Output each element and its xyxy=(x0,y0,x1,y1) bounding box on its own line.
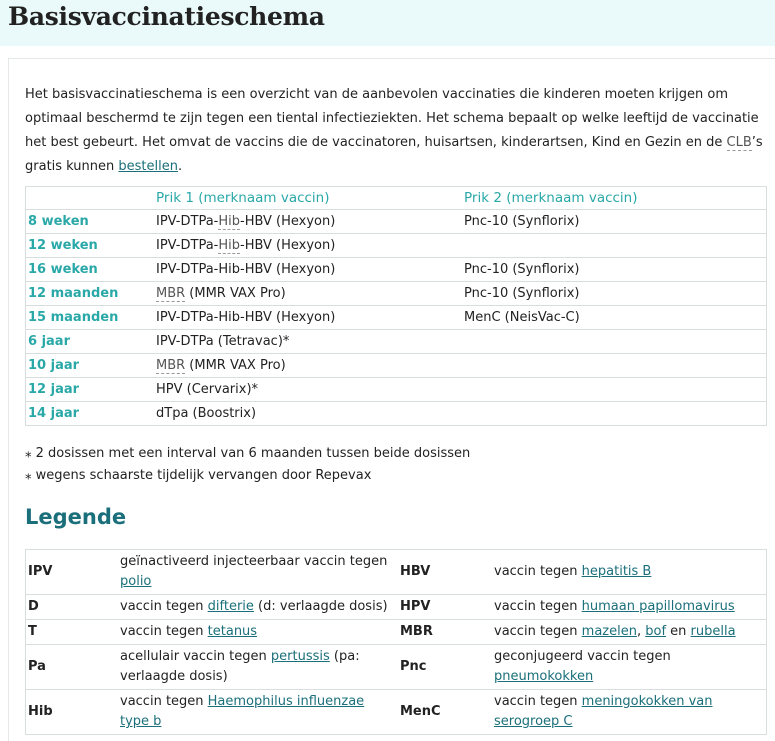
legend-desc-text: vaccin tegen xyxy=(494,694,582,709)
legend-desc-text: (d: verlaagde dosis) xyxy=(253,599,388,614)
legend-abbr: IPV xyxy=(26,550,119,595)
legend-desc-text: vaccin tegen xyxy=(494,599,582,614)
prik1-text-pre: IPV-DTPa (Tetravac)* xyxy=(156,334,290,349)
header-prik1: Prik 1 (merknaam vaccin) xyxy=(156,190,330,206)
legend-abbr: HPV xyxy=(398,595,492,620)
legend-abbr: Pa xyxy=(26,645,119,690)
schema-row xyxy=(26,306,767,330)
prik1-text-post: -HBV (Hexyon) xyxy=(240,238,336,253)
header-age xyxy=(26,187,155,210)
legend-description xyxy=(492,595,767,620)
prik2-cell: Pnc-10 (Synflorix) xyxy=(462,258,767,282)
prik2-cell xyxy=(462,402,767,426)
legend-desc-text: vaccin tegen xyxy=(494,564,582,579)
prik1-abbr: Hib xyxy=(218,238,240,253)
legend-description xyxy=(118,645,398,690)
schema-row xyxy=(26,402,767,426)
prik1-cell xyxy=(154,210,462,234)
prik1-cell xyxy=(154,306,462,330)
intro-text-3: . xyxy=(178,159,183,174)
legend-abbr: Pnc xyxy=(398,645,492,690)
age-cell: 12 jaar xyxy=(26,378,155,402)
schema-row xyxy=(26,282,767,306)
prik1-text-pre: IPV-DTPa- xyxy=(156,214,219,229)
title-bar xyxy=(0,0,775,46)
prik1-text-post: (MMR VAX Pro) xyxy=(185,358,286,373)
schema-row xyxy=(26,258,767,282)
prik2-cell xyxy=(462,234,767,258)
prik1-cell xyxy=(154,402,462,426)
age-cell: 6 jaar xyxy=(26,330,155,354)
schema-row xyxy=(26,234,767,258)
legend-description xyxy=(492,620,767,645)
legend-desc-text: acellulair vaccin tegen xyxy=(120,649,271,664)
legend-description xyxy=(118,690,398,735)
legend-description xyxy=(492,690,767,735)
prik1-abbr: MBR xyxy=(156,286,186,301)
footnotes xyxy=(25,443,470,487)
legend-row xyxy=(26,620,767,645)
schema-row xyxy=(26,354,767,378)
legend-description xyxy=(492,550,767,595)
intro-paragraph xyxy=(25,83,773,179)
legend-description xyxy=(118,620,398,645)
legend-separator: , xyxy=(636,624,646,639)
legend-disease-link[interactable]: bof xyxy=(645,624,667,639)
legend-disease-link[interactable]: pneumokokken xyxy=(494,669,594,684)
legend-abbr: Hib xyxy=(26,690,119,735)
footnote-2: ⁎ wegens schaarste tijdelijk vervangen door Repevax xyxy=(25,468,372,483)
legend-disease-link[interactable]: difterie xyxy=(207,599,254,614)
legend-row xyxy=(26,550,767,595)
prik1-cell xyxy=(154,258,462,282)
prik2-cell xyxy=(462,354,767,378)
legend-title: Legende xyxy=(25,505,127,529)
legend-row xyxy=(26,645,767,690)
legend-desc-text: vaccin tegen xyxy=(494,624,582,639)
age-cell: 14 jaar xyxy=(26,402,155,426)
prik1-cell xyxy=(154,330,462,354)
legend-disease-link[interactable]: rubella xyxy=(690,624,736,639)
legend-description xyxy=(492,645,767,690)
legend-description xyxy=(118,550,398,595)
intro-text-2: ’s gratis kunnen xyxy=(25,135,763,174)
schema-row xyxy=(26,378,767,402)
prik1-text-post: (MMR VAX Pro) xyxy=(185,286,286,301)
legend-disease-link[interactable]: meningokokken van serogroep C xyxy=(494,694,713,729)
prik2-cell: MenC (NeisVac-C) xyxy=(462,306,767,330)
schema-row xyxy=(26,330,767,354)
legend-desc-text: vaccin tegen xyxy=(120,624,208,639)
page-title: Basisvaccinatieschema xyxy=(8,2,325,31)
legend-disease-link[interactable]: mazelen xyxy=(581,624,637,639)
prik1-text-post: -HBV (Hexyon) xyxy=(240,214,336,229)
legend-desc-text: vaccin tegen xyxy=(120,599,208,614)
bestellen-link[interactable]: bestellen xyxy=(118,159,178,174)
legend-abbr: D xyxy=(26,595,119,620)
legend-disease-link[interactable]: tetanus xyxy=(207,624,258,639)
footnote-1: ⁎ 2 dosissen met een interval van 6 maanden tussen beide dosissen xyxy=(25,446,471,461)
legend-abbr: T xyxy=(26,620,119,645)
age-cell: 16 weken xyxy=(26,258,155,282)
prik1-text-pre: IPV-DTPa-Hib-HBV (Hexyon) xyxy=(156,262,336,277)
legend-disease-link[interactable]: Haemophilus influenzae type b xyxy=(120,694,365,729)
prik1-abbr: MBR xyxy=(156,358,186,373)
legend-disease-link[interactable]: humaan papillomavirus xyxy=(581,599,735,614)
age-cell: 15 maanden xyxy=(26,306,155,330)
legend-separator: en xyxy=(666,624,691,639)
age-cell: 10 jaar xyxy=(26,354,155,378)
header-prik2: Prik 2 (merknaam vaccin) xyxy=(464,190,638,206)
legend-desc-text: geconjugeerd vaccin tegen xyxy=(494,649,671,664)
legend-desc-text: (pa: verlaagde dosis) xyxy=(120,649,360,684)
legend-abbr: HBV xyxy=(398,550,492,595)
legend-desc-text: geïnactiveerd injecteerbaar vaccin tegen xyxy=(120,554,388,569)
prik2-cell: Pnc-10 (Synflorix) xyxy=(462,282,767,306)
legend-disease-link[interactable]: polio xyxy=(120,574,152,589)
age-cell: 8 weken xyxy=(26,210,155,234)
schema-header-row xyxy=(26,187,767,210)
intro-text-1: Het basisvaccinatieschema is een overzicht van de aanbevolen vaccinaties die kinderen moeten krijgen om optimaal beschermd te zijn tegen een tiental infectieziekten. Het schema bepaalt op welke leeftijd de vaccinatie het best gebeurt. Het omvat de vaccins die de vaccinatoren, huisartsen, kinderartsen, Kind en Gezin en de xyxy=(25,87,759,150)
legend-table xyxy=(25,549,767,735)
legend-row xyxy=(26,690,767,735)
legend-disease-link[interactable]: hepatitis B xyxy=(581,564,652,579)
prik1-cell xyxy=(154,354,462,378)
prik1-cell xyxy=(154,378,462,402)
age-cell: 12 maanden xyxy=(26,282,155,306)
prik1-text-pre: HPV (Cervarix)* xyxy=(156,382,259,397)
age-cell: 12 weken xyxy=(26,234,155,258)
legend-desc-text: vaccin tegen xyxy=(120,694,208,709)
prik1-cell xyxy=(154,234,462,258)
prik1-abbr: Hib xyxy=(218,214,240,229)
prik1-text-pre: dTpa (Boostrix) xyxy=(156,406,257,421)
prik1-text-pre: IPV-DTPa- xyxy=(156,238,219,253)
prik2-cell: Pnc-10 (Synflorix) xyxy=(462,210,767,234)
prik1-cell xyxy=(154,282,462,306)
legend-description xyxy=(118,595,398,620)
prik2-cell xyxy=(462,378,767,402)
prik1-text-pre: IPV-DTPa-Hib-HBV (Hexyon) xyxy=(156,310,336,325)
clb-abbr: CLB xyxy=(726,135,752,150)
legend-abbr: MBR xyxy=(398,620,492,645)
vaccination-schema-table xyxy=(25,186,767,426)
legend-abbr: MenC xyxy=(398,690,492,735)
prik2-cell xyxy=(462,330,767,354)
content-panel xyxy=(8,58,775,741)
legend-row xyxy=(26,595,767,620)
legend-disease-link[interactable]: pertussis xyxy=(270,649,330,664)
schema-row xyxy=(26,210,767,234)
